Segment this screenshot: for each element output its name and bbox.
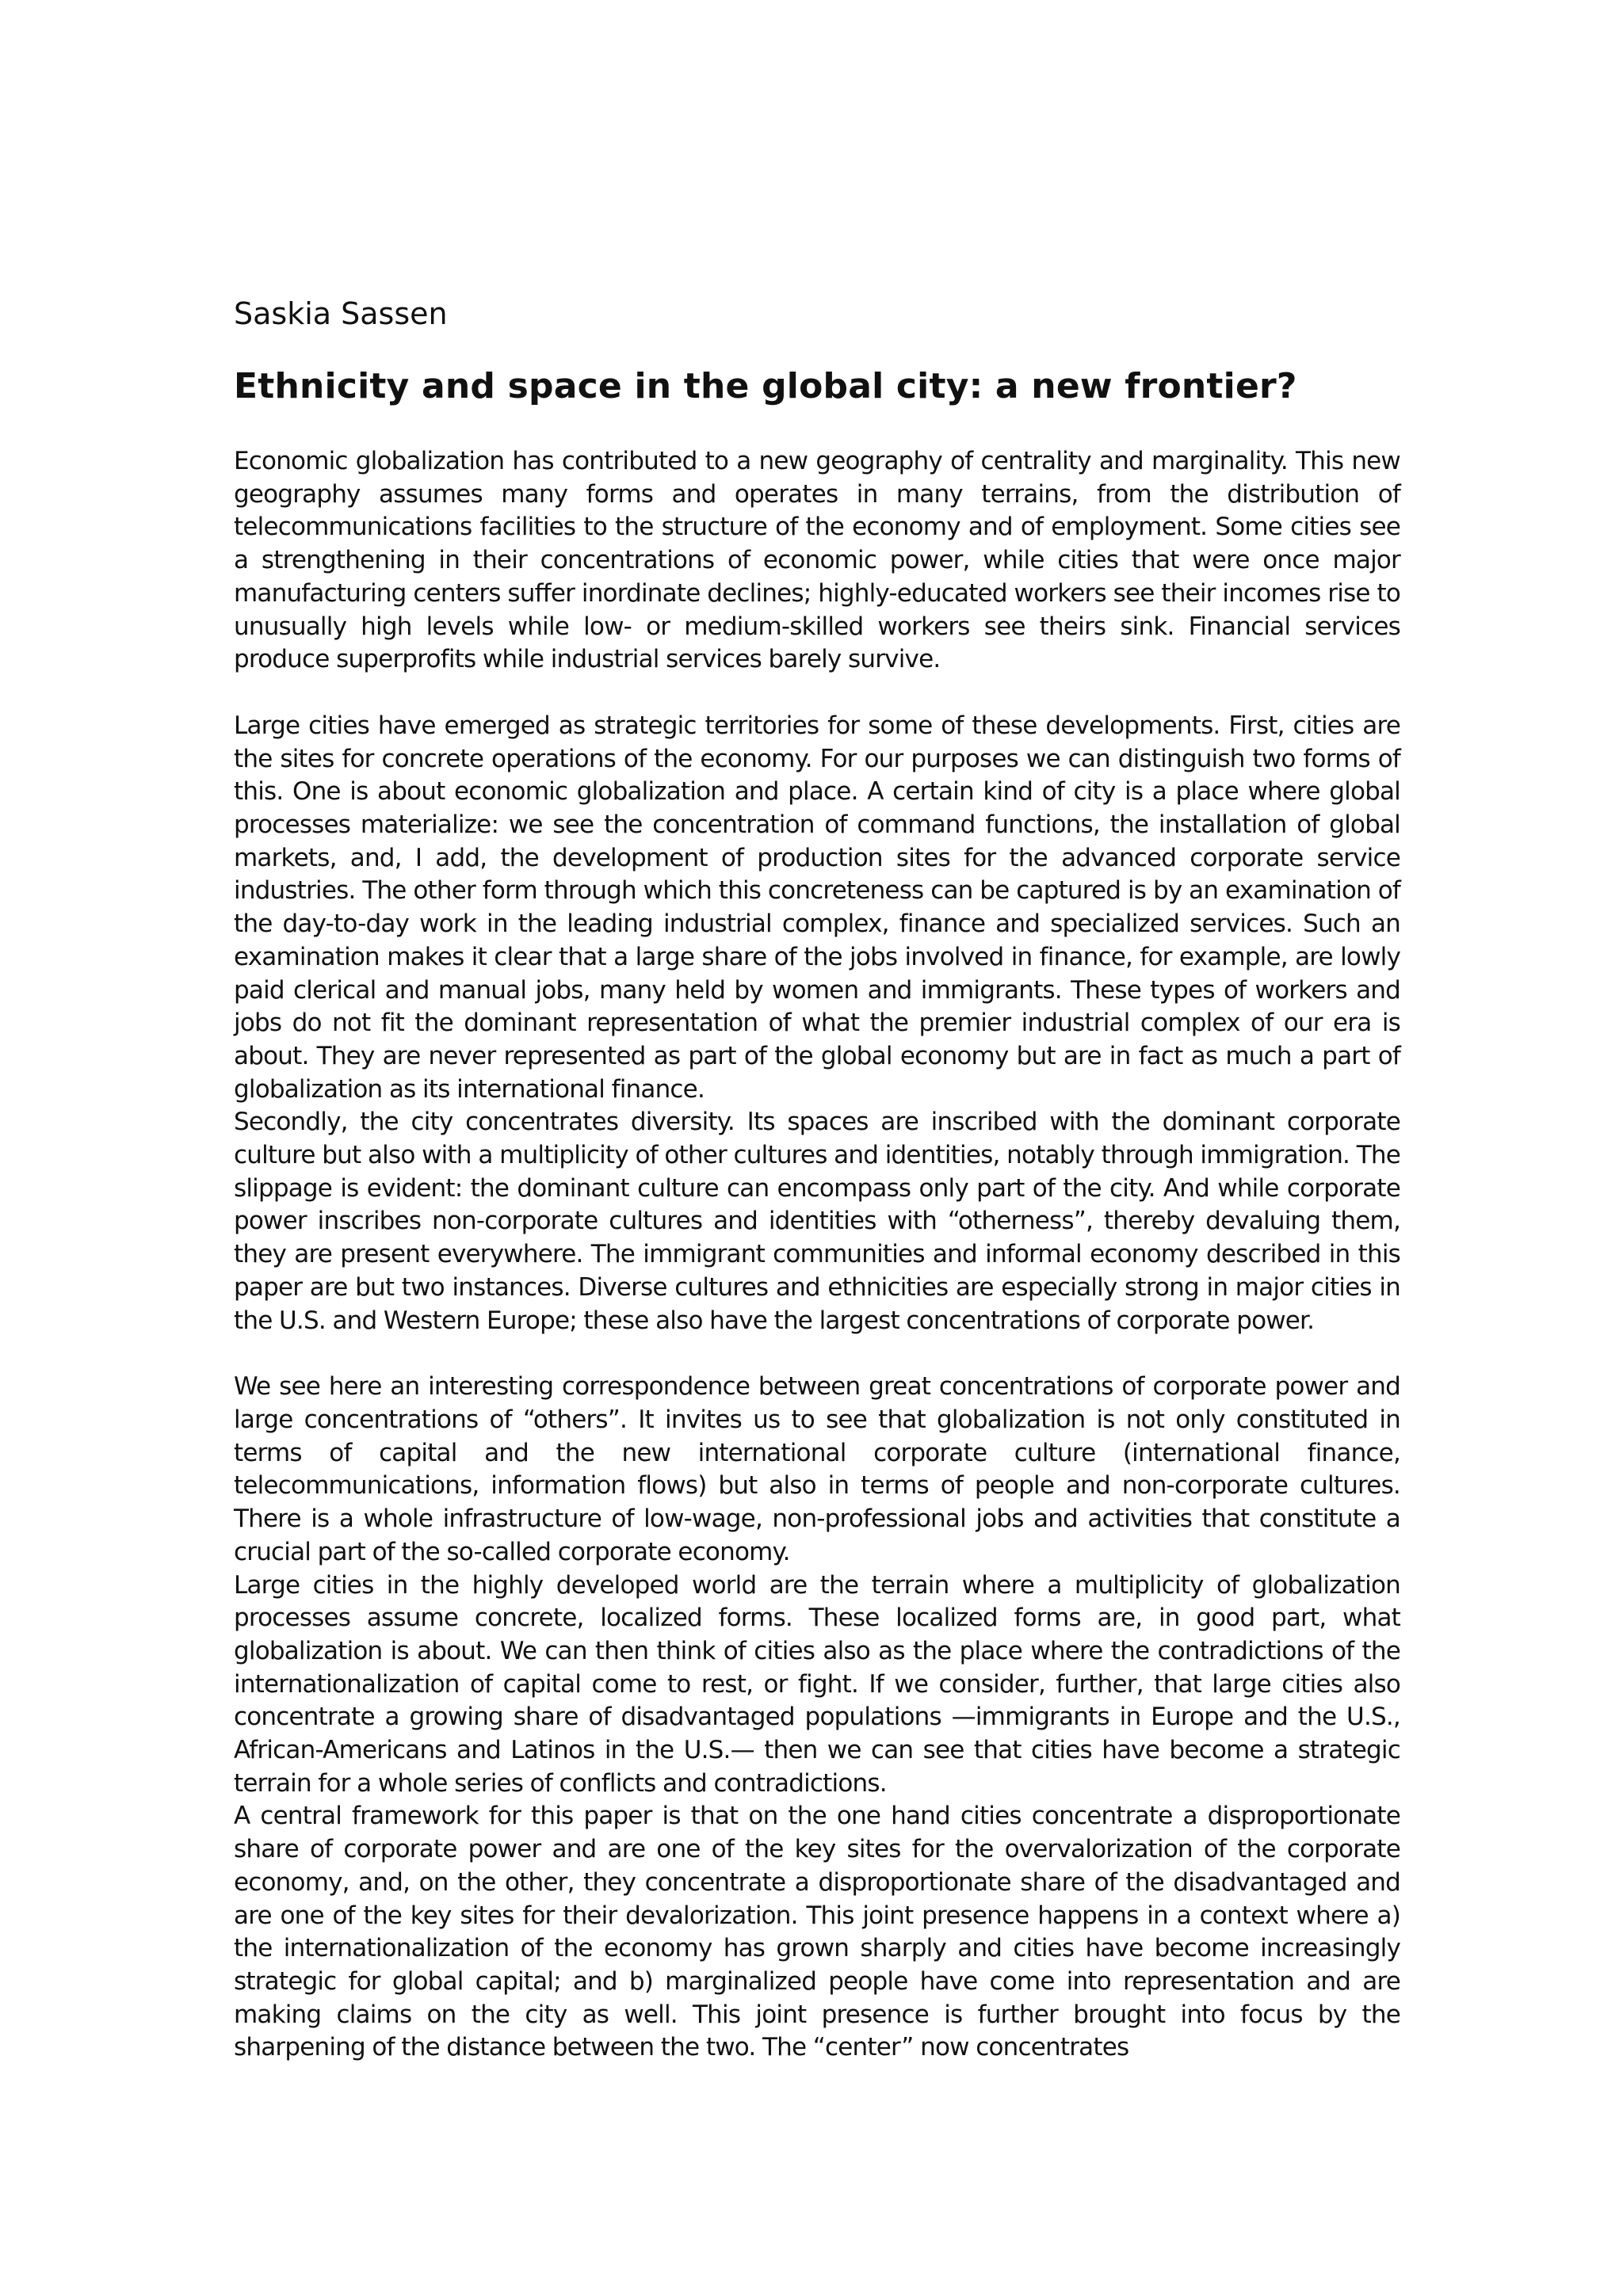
author-name: Saskia Sassen — [234, 296, 448, 331]
paragraph-4: We see here an interesting correspondence between great concentrations of corporate power and large concentrations of “others”. It invites us to see that globalization is not only constituted in terms of capital and the new international corporate culture (international finance, telecommunications, information flows) but also in terms of people and non-corporate cultures. There is a whole infrastructure of low-wage, non-professional jobs and activities that constitute a crucial part of the so-called corporate economy. — [234, 1372, 1400, 1566]
paragraph-6: A central framework for this paper is that on the one hand cities concentrate a disproportionate share of corporate power and are one of the key sites for the overvalorization of the corporate economy, and, on the other, they concentrate a disproportionate share of the disadvantaged and are one of the key sites for their devalorization. This joint presence happens in a context where a) the internationalization of the economy has grown sharply and cities have become increasingly strategic for global capital; and b) marginalized people have come into representation and are making claims on the city as well. This joint presence is further brought into focus by the sharpening of the distance between the two. The “center” now concentrates — [234, 1802, 1400, 2062]
paragraph-1: Economic globalization has contributed to a new geography of centrality and marginality. This new geography assumes many forms and operates in many terrains, from the distribution of telecommunications facilities to the structure of the economy and of employment. Some cities see a strengthening in their concentrations of economic power, while cities that were once major manufacturing centers suffer inordinate declines; highly-educated workers see their incomes rise to unusually high levels while low- or medium-skilled workers see theirs sink. Financial services produce superprofits while industrial services barely survive. — [234, 447, 1400, 674]
document-page — [234, 295, 1400, 2065]
paragraph-3: Secondly, the city concentrates diversity. Its spaces are inscribed with the dominant corporate culture but also with a multiplicity of other cultures and identities, notably through immigration. The slippage is evident: the dominant culture can encompass only part of the city. And while corporate power inscribes non-corporate cultures and identities with “otherness”, thereby devaluing them, they are present everywhere. The immigrant communities and informal economy described in this paper are but two instances. Diverse cultures and ethnicities are especially strong in major cities in the U.S. and Western Europe; these also have the largest concentrations of corporate power. — [234, 1108, 1400, 1335]
paper-title: Ethnicity and space in the global city: a new frontier? — [234, 366, 1297, 406]
paragraph-5: Large cities in the highly developed world are the terrain where a multiplicity of globalization processes assume concrete, localized forms. These localized forms are, in good part, what globalization is about. We can then think of cities also as the place where the contradictions of the internationalization of capital come to rest, or fight. If we consider, further, that large cities also concentrate a growing share of disadvantaged populations —immigrants in Europe and the U.S., African-Americans and Latinos in the U.S.— then we can see that cities have become a strategic terrain for a whole series of conflicts and contradictions. — [234, 1570, 1400, 1798]
paragraph-2: Large cities have emerged as strategic territories for some of these developments. First, cities are the sites for concrete operations of the economy. For our purposes we can distinguish two forms of this. One is about economic globalization and place. A certain kind of city is a place where global processes materialize: we see the concentration of command functions, the installation of global markets, and, I add, the development of production sites for the advanced corporate service industries. The other form through which this concreteness can be captured is by an examination of the day-to-day work in the leading industrial complex, finance and specialized services. Such an examination makes it clear that a large share of the jobs involved in finance, for example, are lowly paid clerical and manual jobs, many held by women and immigrants. These types of workers and jobs do not fit the dominant representation of what the premier industrial complex of our era is about. They are never represented as part of the global economy but are in fact as much a part of globalization as its international finance. — [234, 711, 1400, 1104]
